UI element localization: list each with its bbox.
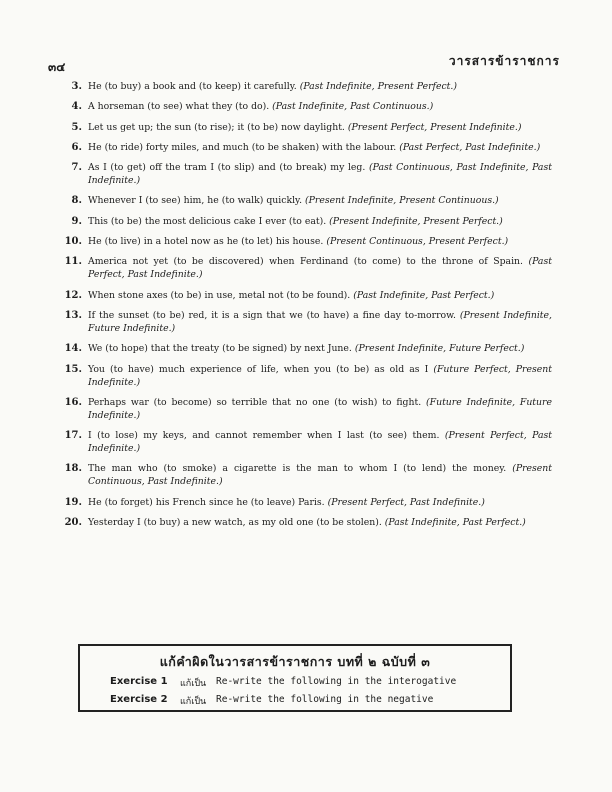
correction-title: แก้คำผิดในวารสารข้าราชการ บทที่ ๒ ฉบับที่ ๓: [159, 654, 431, 669]
item-number: 10.: [64, 236, 82, 248]
item-tense-hint: (Present Continuous, Past Indefinite.): [88, 463, 553, 488]
item-tense-hint: (Past Indefinite, Present Perfect.): [299, 81, 457, 92]
item-number: 8.: [71, 195, 82, 207]
correction-text: Re-write the following in the negative: [216, 694, 434, 705]
item-sentence: You (to have) much experience of life, when you (to be) as old as I: [88, 363, 429, 375]
item-number: 6.: [71, 141, 82, 153]
item-number: 9.: [71, 215, 82, 227]
correction-text: Re-write the following in the interogative: [216, 676, 457, 687]
item-body: [88, 80, 552, 93]
item-tense-hint: (Past Perfect, Past Indefinite.): [399, 141, 541, 153]
exercise-item: [52, 396, 552, 422]
item-sentence: A horseman (to see) what they (to do).: [88, 101, 270, 113]
item-body: [88, 161, 552, 187]
exercise-item: [52, 289, 552, 302]
correction-word: แก้เป็น: [180, 697, 207, 707]
item-body: [88, 121, 552, 134]
item-tense-hint: (Past Perfect, Past Indefinite.): [88, 256, 552, 281]
item-sentence: As I (to get) off the tram I (to slip) and (to break) my leg.: [88, 162, 366, 174]
item-sentence: We (to hope) that the treaty (to be signed) by next June.: [88, 343, 352, 355]
exercise-item: [52, 516, 552, 529]
item-number: 7.: [71, 162, 82, 174]
item-body: [88, 235, 552, 248]
item-sentence: I (to lose) my keys, and cannot remember when I last (to see) them.: [88, 430, 440, 442]
item-tense-hint: (Present Indefinite, Future Perfect.): [354, 343, 525, 355]
exercise-item: [52, 496, 552, 509]
exercise-item: [52, 161, 552, 187]
item-tense-hint: (Future Perfect, Present Indefinite.): [88, 363, 552, 388]
exercise-item: [52, 194, 552, 207]
exercise-list: [52, 80, 552, 536]
exercise-item: [52, 215, 552, 228]
item-tense-hint: (Present Indefinite, Future Indefinite.): [88, 309, 552, 334]
item-body: [88, 429, 552, 455]
exercise-item: [52, 342, 552, 355]
item-body: [88, 309, 552, 335]
item-number: 12.: [64, 289, 82, 301]
item-sentence: He (to ride) forty miles, and much (to be shaken) with the labour.: [88, 141, 397, 153]
item-sentence: Yesterday I (to buy) a new watch, as my old one (to be stolen).: [88, 517, 382, 529]
item-body: [88, 100, 552, 113]
item-body: [88, 255, 552, 281]
item-tense-hint: (Past Indefinite, Past Continuous.): [272, 101, 434, 113]
page-number: ๓๔: [48, 60, 66, 74]
item-number: 16.: [64, 396, 82, 408]
item-body: [88, 194, 552, 207]
exercise-item: [52, 121, 552, 134]
item-body: [88, 516, 552, 529]
item-sentence: This (to be) the most delicious cake I ever (to eat).: [88, 215, 327, 227]
item-tense-hint: (Present Perfect, Past Indefinite.): [88, 430, 552, 455]
item-number: 17.: [64, 430, 82, 442]
item-tense-hint: (Past Continuous, Past Indefinite, Past Indefinite.): [88, 162, 552, 187]
item-sentence: When stone axes (to be) in use, metal not (to be found).: [88, 289, 351, 301]
correction-box: [78, 644, 512, 712]
exercise-item: [52, 429, 552, 455]
item-body: [88, 396, 552, 422]
item-tense-hint: (Present Continuous, Present Perfect.): [326, 236, 509, 248]
exercise-item: [52, 363, 552, 389]
item-body: [88, 496, 552, 509]
exercise-item: [52, 235, 552, 248]
item-number: 13.: [64, 309, 82, 321]
item-tense-hint: (Present Perfect, Past Indefinite.): [327, 496, 485, 508]
item-number: 20.: [64, 517, 82, 529]
item-tense-hint: (Present Indefinite, Present Continuous.): [305, 195, 499, 207]
exercise-label: Exercise 1: [110, 676, 168, 687]
item-sentence: He (to buy) a book and (to keep) it carefully.: [88, 81, 297, 92]
exercise-label: Exercise 2: [110, 694, 168, 705]
item-tense-hint: (Past Indefinite, Past Perfect.): [384, 517, 526, 529]
item-number: 4.: [71, 101, 82, 113]
item-sentence: If the sunset (to be) red, it is a sign that we (to have) a fine day to-morrow.: [88, 309, 456, 321]
exercise-item: [52, 462, 552, 488]
exercise-item: [52, 141, 552, 154]
item-sentence: Whenever I (to see) him, he (to walk) quickly.: [88, 195, 303, 207]
item-tense-hint: (Past Indefinite, Past Perfect.): [353, 289, 495, 301]
item-body: [88, 289, 552, 302]
item-tense-hint: (Present Perfect, Present Indefinite.): [347, 121, 522, 133]
item-number: 19.: [64, 496, 82, 508]
item-number: 15.: [64, 363, 82, 375]
correction-row: [80, 694, 510, 708]
item-number: 3.: [71, 81, 82, 92]
correction-word: แก้เป็น: [180, 679, 207, 689]
exercise-item: [52, 309, 552, 335]
item-sentence: He (to forget) his French since he (to leave) Paris.: [88, 496, 325, 508]
item-body: [88, 462, 552, 488]
exercise-item: [52, 255, 552, 281]
item-sentence: Let us get up; the sun (to rise); it (to be) now daylight.: [88, 121, 345, 133]
item-body: [88, 215, 552, 228]
correction-row: [80, 676, 510, 690]
item-body: [88, 342, 552, 355]
exercise-item: [52, 100, 552, 113]
item-number: 14.: [64, 343, 82, 355]
item-body: [88, 363, 552, 389]
running-title: วารสารข้าราชการ: [448, 54, 560, 68]
item-sentence: He (to live) in a hotel now as he (to let) his house.: [88, 236, 324, 248]
item-number: 11.: [64, 256, 82, 268]
exercise-item: [52, 80, 552, 93]
item-body: [88, 141, 552, 154]
item-sentence: America not yet (to be discovered) when Ferdinand (to come) to the throne of Spain.: [88, 256, 523, 268]
item-number: 18.: [64, 463, 82, 475]
item-tense-hint: (Future Indefinite, Future Indefinite.): [88, 396, 552, 421]
item-tense-hint: (Present Indefinite, Present Perfect.): [329, 215, 503, 227]
item-number: 5.: [71, 121, 82, 133]
item-sentence: Perhaps war (to become) so terrible that no one (to wish) to fight.: [88, 396, 422, 408]
item-sentence: The man who (to smoke) a cigarette is the man to whom I (to lend) the money.: [88, 463, 507, 475]
